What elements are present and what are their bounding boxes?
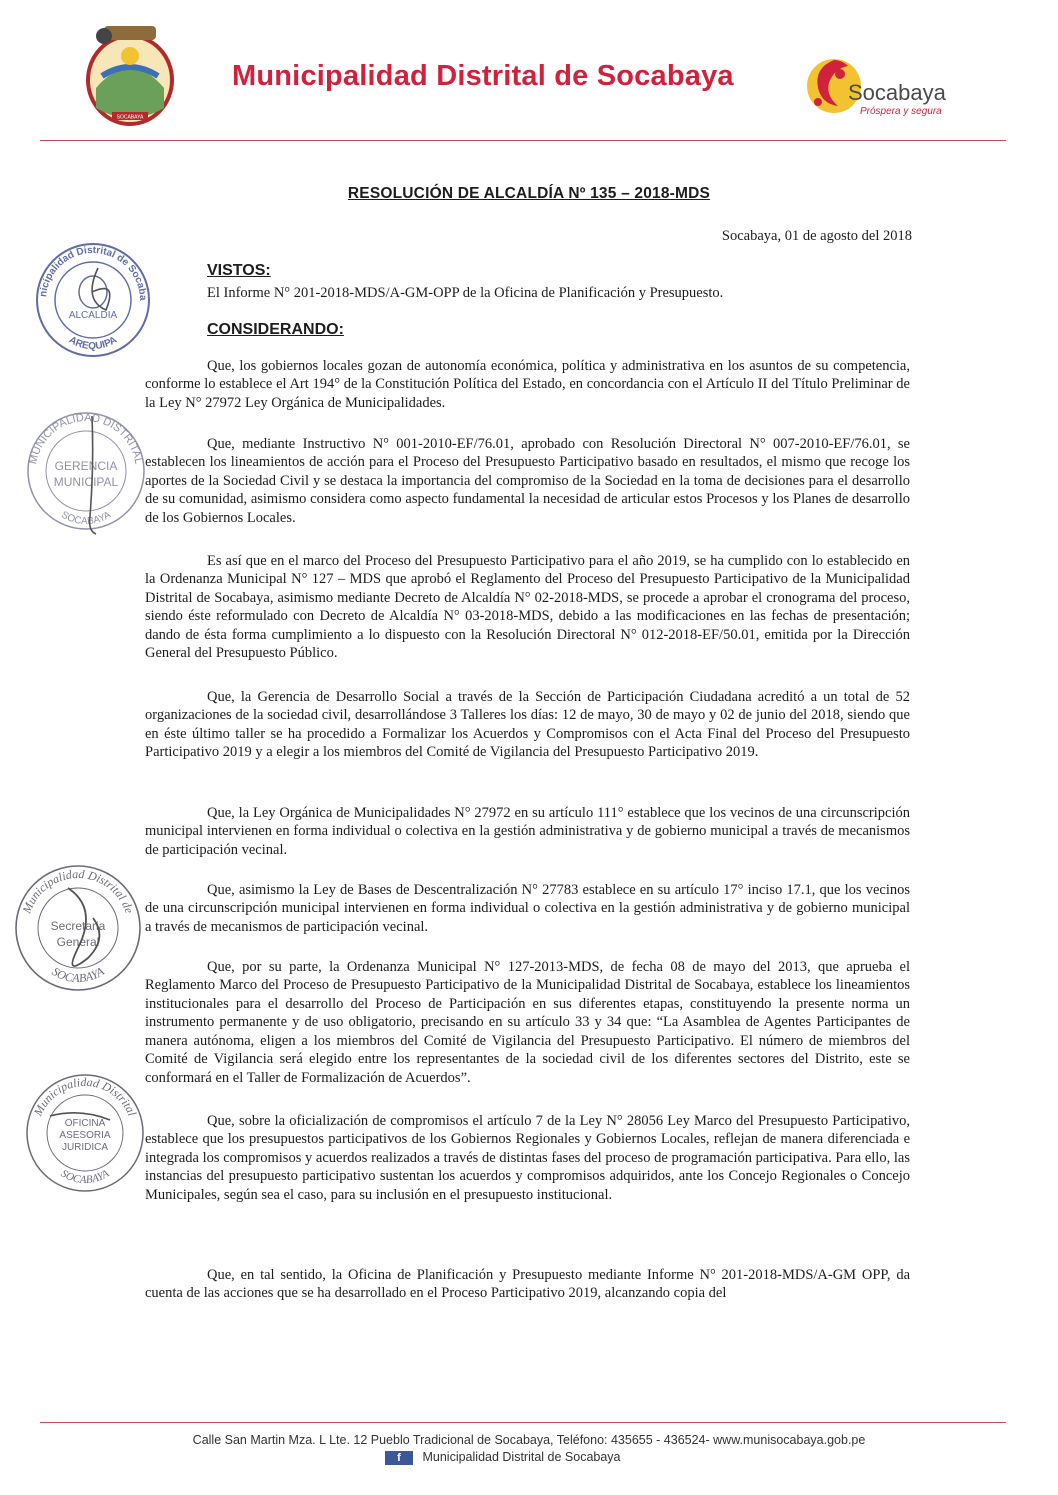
svg-text:GERENCIA: GERENCIA bbox=[54, 459, 118, 473]
considerando-paragraph: Que, en tal sentido, la Oficina de Planificación y Presupuesto mediante Informe N° 201-2018-MDS/A-GM OPP, da cuenta de las acciones que se ha desarrollado en el Proceso Participativo 2019, alcanzando copia del bbox=[145, 1266, 910, 1302]
brand-tagline: Próspera y segura bbox=[860, 106, 942, 117]
footer-social[interactable] bbox=[385, 1450, 621, 1465]
considerando-paragraph: Es así que en el marco del Proceso del Presupuesto Participativo para el año 2019, se ha cumplido con lo establecido en la Ordenanza Municipal N° 127 – MDS que aprobó el Reglamento del Proceso del Presupuesto Participativo de la Municipalidad Distrital de Socabaya, asimismo mediante Decreto de Alcaldía N° 02-2018-MDS, se procede a aprobar el cronograma del proceso, siendo éste reformulado con Decreto de Alcaldía N° 03-2018-MDS, debido a las modificaciones en las fechas de presentación; dando de ésta forma cumplimiento a lo dispuesto con la Resolución Directoral N° 012-2018-EF/50.01, emitida por la Dirección General del Presupuesto Público. bbox=[145, 552, 910, 662]
svg-text:OFICINA: OFICINA bbox=[64, 1118, 106, 1129]
header-divider bbox=[40, 140, 1006, 141]
svg-text:ASESORIA: ASESORIA bbox=[59, 1130, 111, 1141]
svg-text:Secretaria: Secretaria bbox=[50, 919, 106, 933]
footer-divider bbox=[40, 1422, 1006, 1423]
considerando-paragraph: Que, la Ley Orgánica de Municipalidades N° 27972 en su artículo 111° establece que los vecinos de una circunscripción municipal intervienen en forma individual o colectiva en la gestión administrativa y de gobierno municipal a través de mecanismos de participación vecinal. bbox=[145, 804, 910, 858]
svg-text:MUNICIPAL: MUNICIPAL bbox=[53, 475, 119, 489]
svg-text:Municipalidad Distrital de Soc: nicipalidad Distrital de Socaba bbox=[38, 244, 149, 301]
svg-text:JURIDICA: JURIDICA bbox=[61, 1142, 109, 1153]
footer-address: Calle San Martin Mza. L Lte. 12 Pueblo Tradicional de Socabaya, Teléfono: 435655 - 436524- www.munisocabaya.gob.pe bbox=[192, 1433, 866, 1447]
considerando-paragraph: Que, los gobiernos locales gozan de autonomía económica, política y administrativa en los asuntos de su competencia, conforme lo establece el Art 194° de la Constitución Política del Estado, en concordancia con el Artículo II del Título Preliminar de la Ley N° 27972 Ley Orgánica de Municipalidades. bbox=[145, 357, 910, 411]
considerando-paragraph: Que, sobre la oficialización de compromisos el artículo 7 de la Ley N° 28056 Ley Marco del Presupuesto Participativo, establece que los presupuestos participativos de los Gobiernos Regionales y Gobiernos Locales, reflejan de manera diferenciada e integrada los compromisos y acuerdos realizados a través de distintas fases del proceso de programación participativa. Para ello, las instancias del presupuesto participativo sustentan los acuerdos y compromisos adquiridos, ante los Concejo Regionales o Concejo Municipales, según sea el caso, para su inclusión en el presupuesto institucional. bbox=[145, 1112, 910, 1203]
vistos-heading: VISTOS: bbox=[207, 262, 271, 279]
svg-text:SOCABAYA: SOCABAYA bbox=[59, 509, 113, 528]
municipal-crest-logo bbox=[82, 18, 178, 128]
secretaria-stamp bbox=[8, 858, 148, 1003]
svg-text:General: General bbox=[56, 935, 100, 949]
svg-text:SOCABAYA: SOCABAYA bbox=[58, 1167, 112, 1187]
resolution-title: RESOLUCIÓN DE ALCALDÍA Nº 135 – 2018-MDS bbox=[347, 185, 711, 202]
page-title: Municipalidad Distrital de Socabaya bbox=[232, 60, 734, 92]
asesoria-juridica-stamp bbox=[20, 1068, 150, 1203]
svg-text:MUNICIPALIDAD DISTRITAL: MUNICIPALIDAD DISTRITAL bbox=[27, 411, 145, 466]
svg-text:ALCALDIA: ALCALDIA bbox=[68, 310, 118, 321]
footer-social-label: Municipalidad Distrital de Socabaya bbox=[422, 1450, 621, 1464]
considerando-paragraph: Que, asimismo la Ley de Bases de Descentralización N° 27783 establece en su artículo 17° inciso 17.1, que los vecinos de una circunscripción municipal intervienen en forma individual o colectiva en la gestión administrativa y de gobierno municipal a través de mecanismos de participación vecinal. bbox=[145, 881, 910, 935]
svg-text:Municipalidad Distrital: Municipalidad Distrital bbox=[30, 1074, 140, 1119]
considerando-paragraph: Que, por su parte, la Ordenanza Municipal N° 127-2013-MDS, de fecha 08 de mayo del 2013, que aprueba el Reglamento Marco del Proceso de Presupuesto Participativo de la Municipalidad Distrital de Socabaya, establece los lineamientos institucionales para el desarrollo del Proceso de Participación en sus diferentes etapas, constituyendo la presente norma un instrumento permanente y de uso obligatorio, precisando en su artículo 33 y 34 que: “La Asamblea de Agentes Participantes de manera autónoma, eligen a los miembros del Comité de Vigilancia del Presupuesto Participativo. El número de miembros del Comité de Vigilancia será elegido entre los representantes de la sociedad civil de los diferentes sectores del Distrito, este se conformará en el Taller de Formalización de Acuerdos”. bbox=[145, 958, 910, 1087]
svg-text:Municipalidad Distrital de: Municipalidad Distrital de bbox=[19, 866, 137, 916]
svg-text:SOCABAYA: SOCABAYA bbox=[116, 114, 144, 121]
vistos-text: El Informe N° 201-2018-MDS/A-GM-OPP de la Oficina de Planificación y Presupuesto. bbox=[207, 285, 724, 301]
facebook-icon: f bbox=[385, 1451, 413, 1465]
gerencia-stamp bbox=[16, 406, 156, 541]
considerando-paragraph: Que, la Gerencia de Desarrollo Social a través de la Sección de Participación Ciudadana acreditó a un total de 52 organizaciones de la sociedad civil, desarrollándose 3 Talleres los días: 12 de mayo, 30 de mayo y 02 de junio del 2018, siendo que en éste último taller se ha procedido a Formalizar los Acuerdos y Compromisos con el Acta Final del Proceso del Presupuesto Participativo 2019 y a elegir a los miembros del Comité de Vigilancia del Presupuesto Participativo 2019. bbox=[145, 688, 910, 761]
brand-name: Socabaya bbox=[848, 80, 946, 105]
svg-text:SOCABAYA: SOCABAYA bbox=[49, 964, 107, 986]
svg-text:AREQUIPA: AREQUIPA bbox=[66, 334, 120, 353]
considerando-heading: CONSIDERANDO: bbox=[207, 321, 344, 338]
considerando-paragraph: Que, mediante Instructivo N° 001-2010-EF/76.01, aprobado con Resolución Directoral N° 007-2010-EF/76.01, se establecen los lineamientos de acción para el Proceso del Presupuesto Participativo basado en resultados, el mismo que recoge los aportes de la Sociedad Civil y se destaca la importancia del compromiso de la Sociedad en la toma de decisiones para el desarrollo de su comunidad, asimismo considera como aspecto fundamental la necesidad de articular estos Procesos y los Planes de desarrollo de los Gobiernos Locales. bbox=[145, 435, 910, 526]
resolution-date: Socabaya, 01 de agosto del 2018 bbox=[721, 228, 912, 244]
alcaldia-stamp bbox=[28, 240, 158, 365]
